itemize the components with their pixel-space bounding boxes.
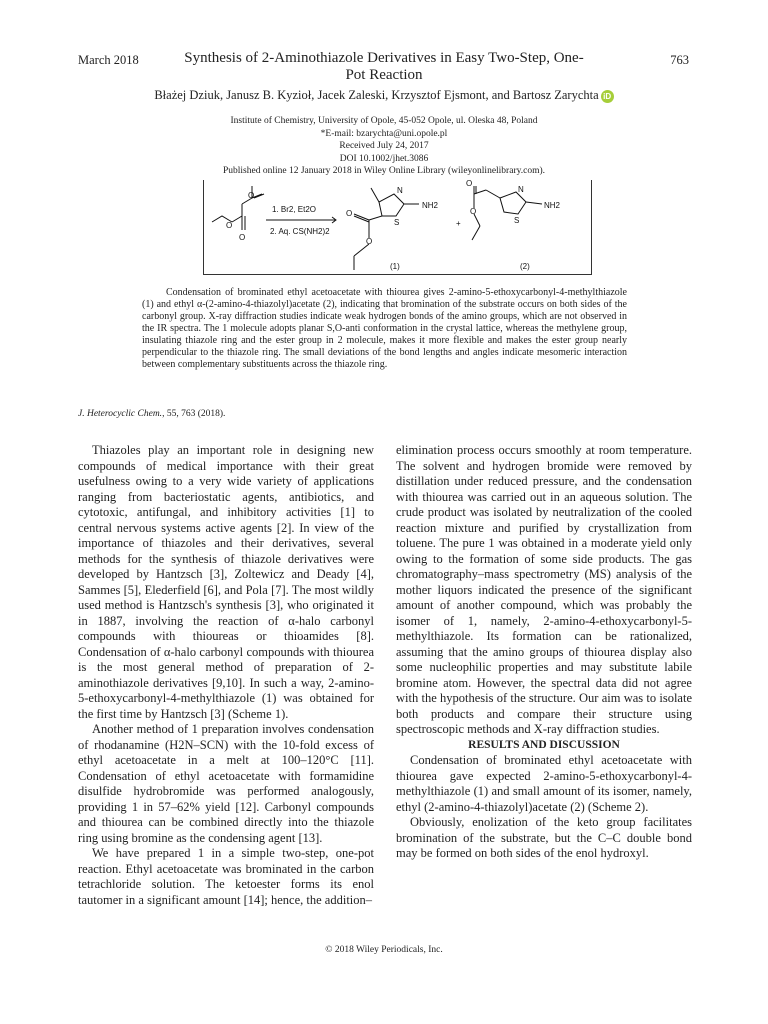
published-online: Published online 12 January 2018 in Wiley Online Library (wileyonlinelibrary.com).: [222, 166, 546, 176]
email[interactable]: *E-mail: bzarychta@uni.opole.pl: [320, 128, 448, 139]
abstract: Condensation of brominated ethyl acetoacetate with thiourea gives 2-amino-5-ethoxycarbonyl-4-methylthiazole (1) and ethyl α-(2-amino-4-thiazolyl)acetate (2), indicating that bromination of the substrate occurs on both sides of the carbonyl group. X-ray diffraction studies indicate weak hydrogen bonds of the amino groups, which are not observed in the IR spectra. The 1 molecule adopts planar S,O-anti conformation in the crystal lattice, whereas the methylene group, insulating thiazole ring and the ester group in 2 molecule, makes it more flexible and makes the ester group nearly perpendicular to the thiazole ring. The small deviations of the bond lengths and angles indicate mesomeric interaction between complementary substituents across the thiazole ring.: [142, 287, 627, 370]
plus-sign: +: [456, 219, 461, 228]
journal-citation: [78, 409, 225, 419]
authors-text: Błażej Dziuk, Janusz B. Kyzioł, Jacek Zaleski, Krzysztof Ejsmont, and Bartosz Zarychta: [154, 88, 599, 102]
scheme-graphic: [204, 180, 591, 274]
paragraph: Condensation of brominated ethyl acetoacetate with thiourea gave expected 2-amino-5-ethoxycarbonyl-4-methylthiazole (1) and small amount of its isomer, namely, ethyl (2-amino-4-thiazolyl)acetate (2) (Scheme 2).: [396, 753, 692, 814]
compound-label-1: (1): [390, 262, 400, 271]
received-date: Received July 24, 2017: [339, 141, 429, 151]
author-list: [0, 88, 768, 103]
atom-o-2b: O: [470, 207, 477, 216]
reagent-step-2: 2. Aq. CS(NH2)2: [270, 227, 330, 236]
compound-label-2: (2): [520, 262, 530, 271]
atom-o-2a: O: [466, 180, 473, 188]
atom-s-1: S: [394, 218, 400, 227]
atom-n-1: N: [397, 186, 403, 195]
citation-details: , 55, 763 (2018).: [162, 409, 226, 419]
body-column-right: [396, 443, 692, 862]
paragraph: Obviously, enolization of the keto group facilitates bromination of the substrate, but the C–C double bond may be formed on both sides of the enol hydroxyl.: [396, 815, 692, 860]
atom-s-2: S: [514, 216, 520, 225]
page-number: 763: [670, 53, 689, 67]
running-header-date: March 2018: [78, 53, 139, 67]
paragraph: Another method of 1 preparation involves condensation of rhodanamine (H2N–SCN) with the 10-fold excess of ethyl acetoacetate in a melt at 100–120°C [11]. Condensation of ethyl acetoacetate with formamidine disulfide hydrobromide was performed analogously, providing 1 in 57–62% yield [12]. Carbonyl compounds and thiourea can be combined directly into the thiazole ring using bromine as the condensing agent [13].: [78, 722, 374, 845]
nh2-2: NH2: [544, 201, 561, 210]
reaction-scheme: [203, 180, 592, 275]
nh2-1: NH2: [422, 201, 439, 210]
atom-o-1b: O: [366, 237, 373, 246]
paragraph: elimination process occurs smoothly at room temperature. The solvent and hydrogen bromide were removed by distillation under reduced pressure, and the condensation with thiourea was carried out in an aqueous solution. The crude product was isolated by neutralization of the cooled reaction mixture and purified by crystallization from toluene. The pure 1 was obtained in a moderate yield only owing to the formation of some side products. The gas chromatography–mass spectrometry (MS) analysis of the mother liquors indicated the presence of the significant amount of another compound, which was probably the isomer of 1, namely, 2-amino-4-ethoxycarbonyl-5-methylthiazole. Its formation can be rationalized, assuming that the amino groups of thiourea display also some nucleophilic properties and may substitute labile bromine atom. However, the spectral data did not agree with the hypothesis of the structure. Our aim was to isolate both products and compare their structure using spectroscopic methods and X-ray diffraction studies.: [396, 443, 692, 736]
institute: Institute of Chemistry, University of Opole, 45-052 Opole, ul. Oleska 48, Poland: [230, 116, 538, 126]
atom-o-1a: O: [346, 209, 353, 218]
section-heading: RESULTS AND DISCUSSION: [468, 738, 620, 751]
atom-o-ester: O: [226, 221, 233, 230]
reagent-step-1: 1. Br2, Et2O: [272, 205, 317, 214]
copyright-footer: © 2018 Wiley Periodicals, Inc.: [325, 945, 443, 955]
atom-o-ketone: O: [248, 191, 255, 200]
paragraph: Thiazoles play an important role in designing new compounds of medical importance with their great usefulness owing to a very wide variety of applications ranging from bacteriostatic agents, antibiotics, and cytotoxic, antifungal, and inhibitory activities [1] to central nervous systems active agents [2]. In view of the importance of thiazoles and their derivatives, several methods for the synthesis of thiazole derivatives were developed by Hantzsch [3], Zoltewicz and Deady [4], Sammes [5], Elederfield [6], and Pola [7]. The most wildly used method is Hantzsch's synthesis [3], who originated it in 1887, involving the reaction of α-halo carbonyl compounds with thioureas or thioamides [8]. Condensation of α-halo carbonyl compounds with thiourea is the most general method of preparation of 2-aminothiazole derivatives [9,10]. In such a way, 2-amino-5-ethoxycarbonyl-4-methylthiazole (1) was obtained for the first time by Hantzsch [3] (Scheme 1).: [78, 443, 374, 721]
journal-name: J. Heterocyclic Chem.: [78, 409, 163, 419]
affiliation-block: [0, 115, 768, 178]
orcid-icon[interactable]: iD: [601, 90, 614, 103]
doi[interactable]: DOI 10.1002/jhet.3086: [339, 153, 429, 164]
paragraph: We have prepared 1 in a simple two-step, one-pot reaction. Ethyl acetoacetate was brominated in the carbon tetrachloride solution. The ketoester forms its enol tautomer in a significant amount [14]; hence, the addition–: [78, 846, 374, 907]
body-column-left: [78, 443, 374, 908]
atom-o-carbonyl: O: [239, 233, 246, 242]
atom-n-2: N: [518, 185, 524, 194]
article-title: Synthesis of 2-Aminothiazole Derivatives in Easy Two-Step, One-Pot Reaction: [184, 50, 584, 83]
